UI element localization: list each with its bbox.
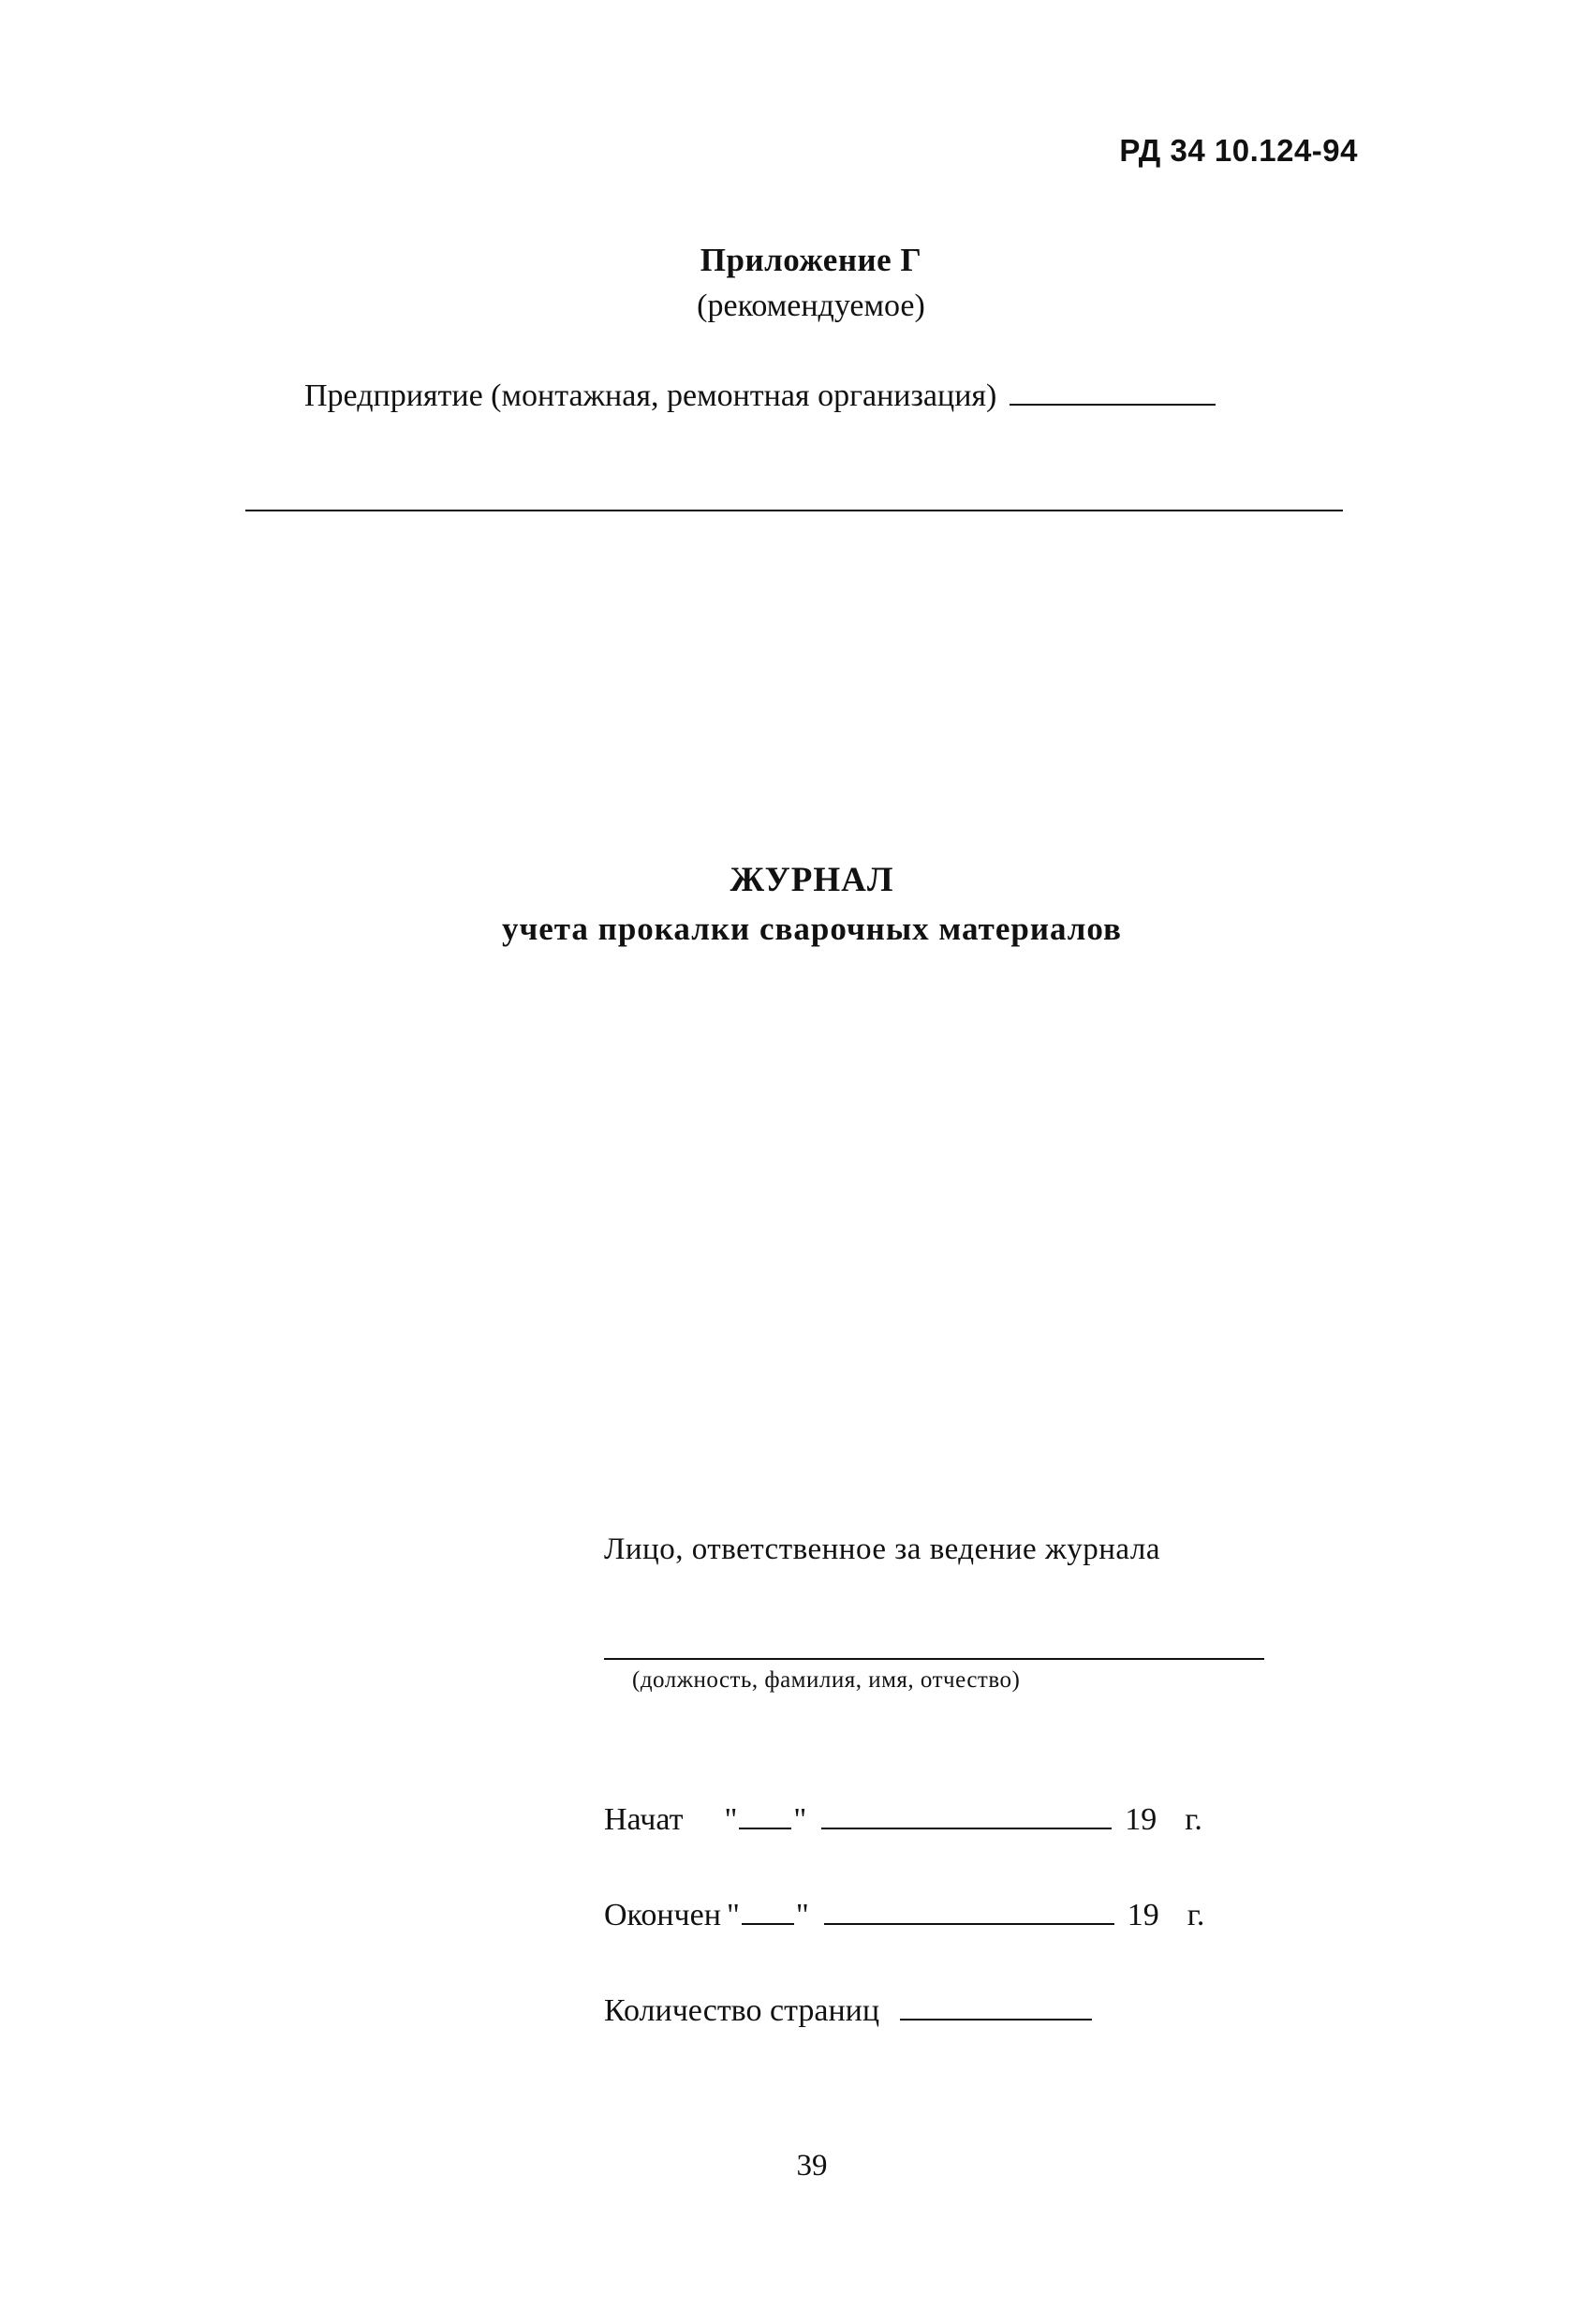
end-open-quote: "	[726, 1898, 740, 1932]
end-date-row	[604, 1898, 1204, 1933]
end-month-blank[interactable]	[824, 1923, 1114, 1925]
start-year-prefix: 19	[1125, 1802, 1157, 1837]
appendix-title: Приложение Г	[700, 242, 922, 278]
appendix-subtitle: (рекомендуемое)	[697, 289, 925, 323]
end-day-blank[interactable]	[742, 1923, 794, 1925]
start-day-blank[interactable]	[739, 1828, 791, 1829]
end-date-label: Окончен	[604, 1898, 721, 1932]
start-date-label: Начат	[604, 1802, 684, 1837]
responsible-person-label: Лицо, ответственное за ведение журнала	[604, 1532, 1160, 1566]
end-year-suffix: г.	[1187, 1898, 1205, 1932]
page-count-label: Количество страниц	[604, 1993, 880, 2028]
page-count-blank[interactable]	[900, 2019, 1092, 2021]
organization-row	[304, 378, 1216, 414]
start-close-quote: "	[793, 1802, 807, 1837]
document-code: РД 34 10.124-94	[1119, 133, 1358, 168]
responsible-person-line[interactable]	[604, 1658, 1264, 1660]
start-date-row	[604, 1802, 1202, 1838]
start-month-blank[interactable]	[821, 1828, 1112, 1829]
end-year-prefix: 19	[1127, 1898, 1159, 1932]
journal-title: ЖУРНАЛ	[730, 861, 894, 899]
journal-subtitle: учета прокалки сварочных материалов	[502, 910, 1122, 947]
page-number: 39	[796, 2149, 828, 2183]
start-open-quote: "	[724, 1802, 738, 1837]
start-year-suffix: г.	[1185, 1802, 1202, 1837]
organization-fill-line[interactable]	[1010, 404, 1216, 406]
responsible-person-caption: (должность, фамилия, имя, отчество)	[632, 1667, 1021, 1693]
organization-continuation-line[interactable]	[245, 510, 1343, 511]
end-close-quote: "	[795, 1898, 809, 1932]
organization-label: Предприятие (монтажная, ремонтная организация)	[304, 378, 997, 413]
page-count-row	[604, 1993, 1092, 2029]
